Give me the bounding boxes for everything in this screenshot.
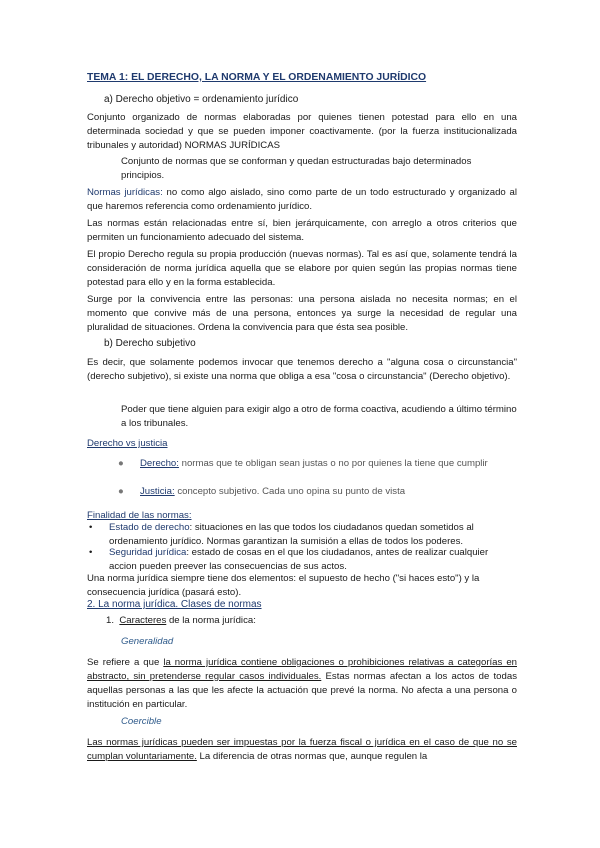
paragraph-2 (87, 186, 517, 214)
bullet-icon: ● (118, 486, 124, 497)
list-item (109, 521, 517, 549)
estado-de-derecho-term: Estado de derecho (109, 522, 190, 533)
bullet-icon: ● (118, 458, 124, 469)
generalidad-underlined: la norma jurídica contiene obligaciones o prohibiciones relativas a categorías en abstracto, sin pretenderse regular casos individuales. (87, 657, 517, 682)
paragraph-2-text: no como algo aislado, sino como parte de un todo estructurado y organizado al que haremos referencia como ordenamiento jurídico. (87, 187, 517, 212)
list-item (109, 546, 517, 574)
caracteres-term: Caracteres (119, 615, 167, 626)
list-item-text: normas que te obligan sean justas o no por quienes la tiene que cumplir (178, 458, 488, 469)
coercible-underlined: Las normas jurídicas pueden ser impuestas por la fuerza fiscal o jurídica en el caso de que no se cumplan voluntariamente. (87, 737, 517, 762)
section-a-heading: a) Derecho objetivo = ordenamiento jurídico (104, 94, 299, 105)
section-2-heading: 2. La norma jurídica. Clases de normas (87, 599, 262, 610)
list-item-text: de la norma jurídica: (166, 615, 256, 626)
coercible-paragraph (87, 736, 517, 764)
bullet-icon: • (89, 522, 93, 533)
generalidad-text-a: Se refiere a que (87, 657, 164, 668)
bullet-icon: • (89, 547, 93, 558)
list-item-text: concepto subjetivo. Cada uno opina su punto de vista (174, 486, 406, 497)
list-item-text: : situaciones en las que todos los ciudadanos quedan sometidos al ordenamiento jurídico. Normas garantizan la sumisión a ellas de todos los poderes. (109, 522, 474, 547)
paragraph-6: Es decir, que solamente podemos invocar que tenemos derecho a "alguna cosa o circunstancia" (derecho subjetivo), si existe una norma que obliga a esa "cosa o circunstancia" (Derecho objetivo). (87, 357, 517, 382)
caracteres-list-item (106, 614, 256, 628)
list-item-text: : estado de cosas en el que los ciudadanos, antes de realizar cualquier accion pueden preever las consecuencias de sus actos. (109, 547, 489, 572)
coercible-heading: Coercible (121, 716, 162, 727)
paragraph-7: Una norma jurídica siempre tiene dos elementos: el supuesto de hecho ("si haces esto") y la consecuencia jurídica (pasará esto). (87, 573, 480, 598)
derecho-vs-justicia-heading: Derecho vs justicia (87, 438, 168, 449)
list-item (140, 485, 517, 499)
paragraph-1: Conjunto organizado de normas elaboradas por quienes tienen potestad para ello en una determinada sociedad y que se pueden imponer coactivamente. (por la fuerza institucionalizada tribunales y autoridad) NORMAS JURÍDICAS (87, 112, 517, 151)
paragraph-4: El propio Derecho regula su propia producción (nuevas normas). Tal es así que, solamente tendrá la consideración de norma jurídica aquella que se elabore por quien según las propias normas tiene potestad para ello y en la forma establecida. (87, 249, 517, 288)
list-number: 1. (106, 615, 115, 626)
paragraph-3: Las normas están relacionadas entre sí, bien jerárquicamente, con arreglo a otros criterios que permiten un funcionamiento adecuado del sistema. (87, 218, 517, 243)
section-b-heading: b) Derecho subjetivo (104, 338, 196, 349)
paragraph-1-indent: Conjunto de normas que se conforman y quedan estructuradas bajo determinados principios. (121, 156, 472, 181)
list-item (140, 457, 517, 471)
justicia-term: Justicia: (140, 486, 175, 497)
generalidad-paragraph (87, 656, 517, 712)
derecho-term: Derecho: (140, 458, 179, 469)
seguridad-juridica-term: Seguridad jurídica (109, 547, 187, 558)
generalidad-text-b: Estas normas afectan a los actos de todas aquellas personas a las que les afecte la actuación que prevé la norma. No afecta a una persona o institución en particular. (87, 671, 517, 710)
finalidad-heading: Finalidad de las normas: (87, 510, 192, 521)
paragraph-6-indent: Poder que tiene alguien para exigir algo a otro de forma coactiva, acudiendo a último término a los tribunales. (121, 404, 517, 429)
page-title: TEMA 1: EL DERECHO, LA NORMA Y EL ORDENAMIENTO JURÍDICO (87, 72, 427, 83)
normas-juridicas-term: Normas jurídicas: (87, 187, 163, 198)
generalidad-heading: Generalidad (121, 636, 174, 647)
paragraph-5: Surge por la convivencia entre las personas: una persona aislada no necesita normas; en el momento que convive más de una persona, entonces ya surge la necesidad de regular una pluralidad de situaciones. Ordena la convivencia para que ésta sea posible. (87, 294, 517, 333)
coercible-text: La diferencia de otras normas que, aunque regulen la (196, 751, 428, 762)
